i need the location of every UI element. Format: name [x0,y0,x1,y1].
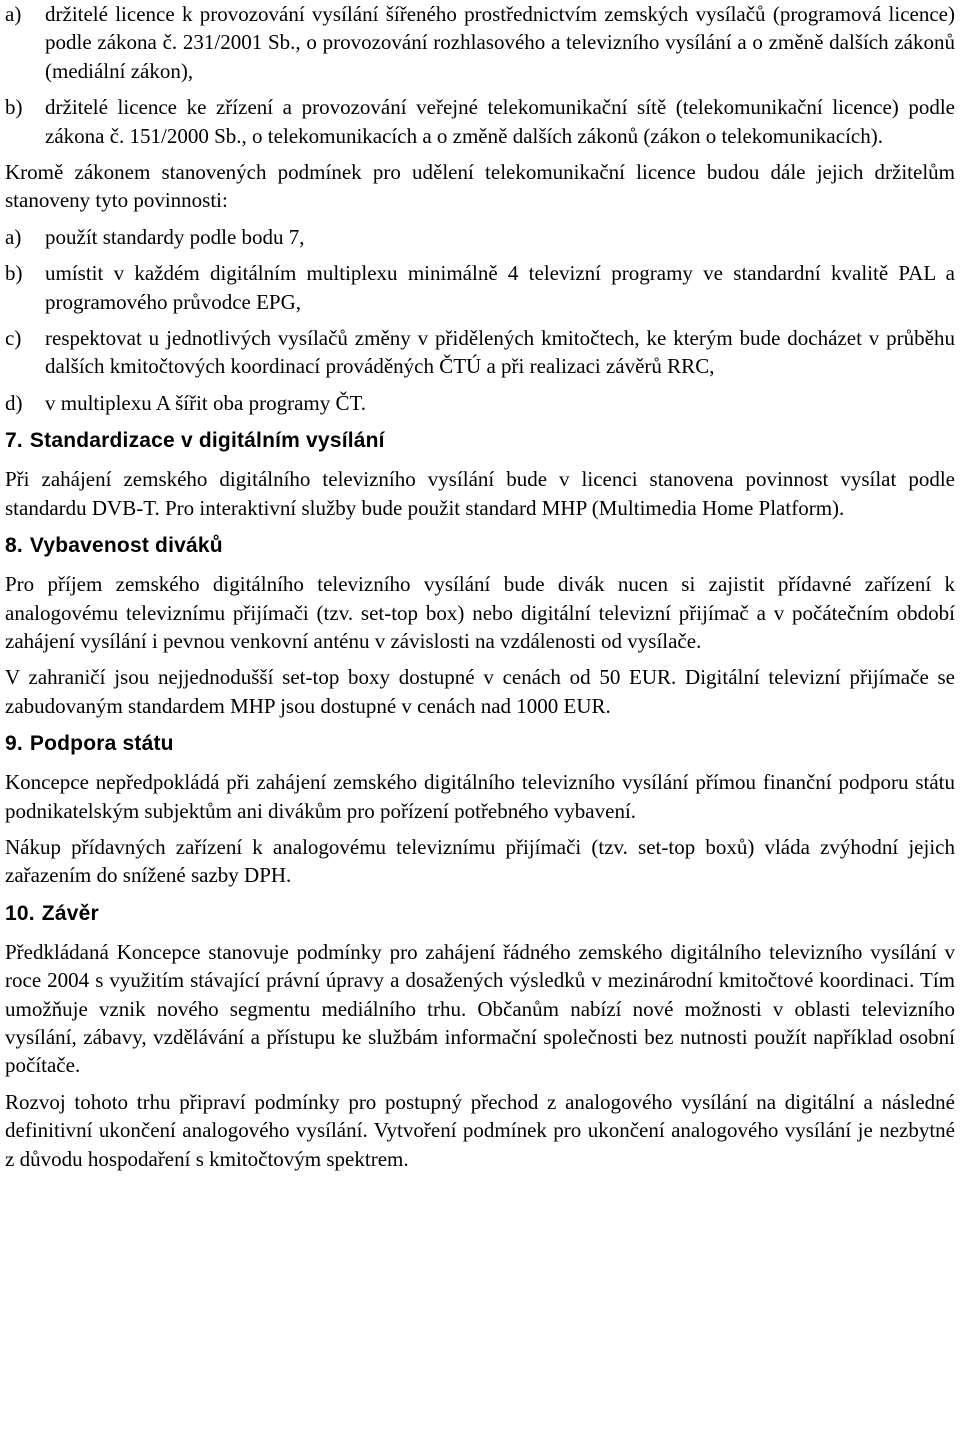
paragraph: Koncepce nepředpokládá při zahájení zemského digitálního televizního vysílání přímou finanční podporu státu podnikatelským subjektům ani divákům pro pořízení potřebného vybavení. [5,770,955,823]
section-title: Podpora státu [29,732,174,756]
section-heading [5,427,955,455]
list-item-label: b) [5,261,23,286]
section-title: Závěr [41,901,99,925]
list-item-label: b) [5,95,23,120]
section-number: 7. [5,429,23,453]
list-item [5,223,955,251]
section-number: 8. [5,534,23,558]
paragraph: Při zahájení zemského digitálního televizního vysílání bude v licenci stanovena povinnost vysílat podle standardu DVB-T. Pro interaktivní služby bude použit standard MHP (Multimedia Home Platform). [5,467,955,520]
list-item [5,389,955,417]
list-item [5,324,955,381]
list-item-text: použít standardy podle bodu 7, [45,224,305,249]
list-item-text: držitelé licence k provozování vysílání šířeného prostřednictvím zemských vysílačů (programová licence) podle zákona č. 231/2001 Sb., o provozování rozhlasového a televizního vysílání a o změně dalších zákonů (mediální zákon), [45,2,955,83]
list-item-label: a) [5,2,22,26]
section-heading [5,730,955,758]
section-number: 10. [5,901,35,925]
list-item [5,0,955,85]
list-item-text: v multiplexu A šířit oba programy ČT. [45,390,366,415]
list-item-label: a) [5,224,22,249]
paragraph: Předkládaná Koncepce stanovuje podmínky pro zahájení řádného zemského digitálního televizního vysílání v roce 2004 s využitím stávající právní úpravy a dosažených výsledků v mezinárodní kmitočtové koordinaci. Tím umožňuje vznik nového segmentu mediálního trhu. Občanům nabízí nové možnosti v oblasti televizního vysílání, zábavy, vzdělávání a přístupu ke službám informační společnosti bez nutnosti použít například osobní počítače. [5,939,955,1078]
paragraph: Rozvoj tohoto trhu připraví podmínky pro postupný přechod z analogového vysílání na digitální a následné definitivní ukončení analogového vysílání. Vytvoření podmínek pro ukončení analogového vysílání je nezbytné z důvodu hospodaření s kmitočtovým spektrem. [5,1089,955,1171]
list-item-label: d) [5,390,23,415]
section-heading [5,900,955,928]
list-item [5,259,955,316]
section-title: Vybavenost diváků [29,534,223,558]
list-item-label: c) [5,326,22,351]
paragraph: Kromě zákonem stanovených podmínek pro udělení telekomunikační licence budou dále jejich držitelům stanoveny tyto povinnosti: [5,160,955,213]
list-item-text: držitelé licence ke zřízení a provozování veřejné telekomunikační sítě (telekomunikační licence) podle zákona č. 151/2000 Sb., o telekomunikacích a o změně dalších zákonů (zákon o telekomunikacích). [45,95,955,148]
paragraph: Nákup přídavných zařízení k analogovému televiznímu přijímači (tzv. set-top boxů) vláda zvýhodní jejich zařazením do snížené sazby DPH. [5,834,955,888]
section-title: Standardizace v digitálním vysílání [29,429,385,453]
section-heading [5,532,955,560]
paragraph: Pro příjem zemského digitálního televizního vysílání bude divák nucen si zajistit přídavné zařízení k analogovému televiznímu přijímači (tzv. set-top box) nebo digitální televizní přijímač a v počátečním období zahájení vysílání i pevnou venkovní anténu v závislosti na vzdálenosti od vysílače. [5,572,955,653]
list-item-text: respektovat u jednotlivých vysílačů změny v přidělených kmitočtech, ke kterým bude docházet v průběhu dalších kmitočtových koordinací prováděných ČTÚ a při realizaci závěrů RRC, [45,326,955,379]
paragraph: V zahraničí jsou nejjednodušší set-top boxy dostupné v cenách od 50 EUR. Digitální televizní přijímače se zabudovaným standardem MHP jsou dostupné v cenách nad 1000 EUR. [5,665,955,718]
section-number: 9. [5,732,23,756]
list-item [5,93,955,150]
list-item-text: umístit v každém digitálním multiplexu minimálně 4 televizní programy ve standardní kvalitě PAL a programového průvodce EPG, [45,261,955,314]
